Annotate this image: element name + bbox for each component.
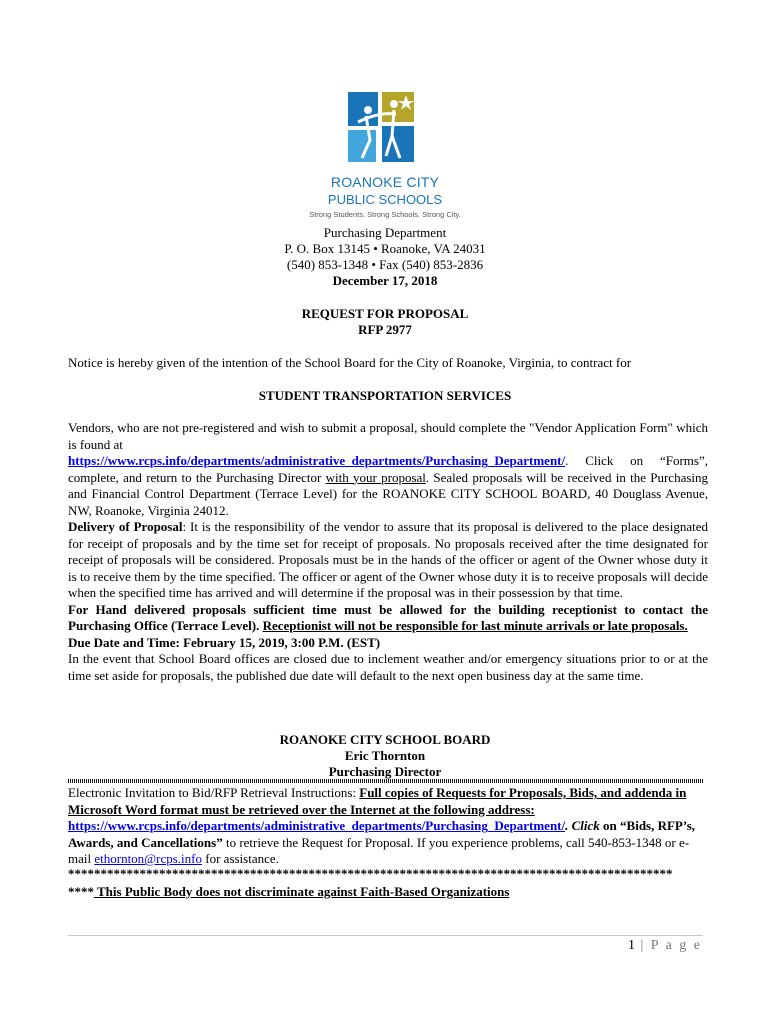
due-date: Due Date and Time: February 15, 2019, 3:00 P.M. (EST)	[68, 634, 381, 650]
on-text: on	[599, 818, 621, 833]
asterisk-divider: *********************************************************************************************	[68, 866, 673, 881]
logo-name-line2: PUBLIC SCHOOLS	[327, 192, 443, 207]
school-logo	[290, 92, 480, 222]
faith-text: This Public Body does not discriminate against Faith-Based Organizations	[94, 884, 510, 899]
logo-tagline: Strong Students. Strong Schools. Strong City.	[309, 210, 461, 219]
with-your-proposal-text: with your proposal	[325, 469, 426, 485]
click-text: . Click	[565, 818, 600, 833]
electronic-intro: Electronic Invitation to Bid/RFP Retrieval Instructions:	[68, 785, 360, 800]
bids-section-name: “Bids, RFP’s, Awards, and Cancellations”	[68, 818, 696, 850]
phone-line: (540) 853-1348 • Fax (540) 853-2836	[286, 257, 484, 272]
page-word: P a g e	[650, 938, 702, 953]
logo-figures-icon	[348, 92, 422, 164]
delivery-label: Delivery of Proposal	[68, 519, 183, 534]
dotted-divider	[68, 779, 703, 783]
logo-name-line1: ROANOKE CITY	[330, 174, 440, 190]
retrieval-link[interactable]: https://www.rcps.info/departments/administrative_departments/Purchasing_Department/	[68, 818, 566, 833]
delivery-text: : It is the responsibility of the vendor to assure that its proposal is delivered to the place designated for receipt of proposals and by the time set for receipt of proposals. No proposals received after the time designated for receipt of proposals will be considered. Proposals must be in the hands of the officer or agent of the Owner whose duty it is to receive them by the time specified. The officer or agent of the Owner whose duty it is to receive proposals will decide when the specified time has arrived and will determine if the proposal was in their possession by that time.	[68, 519, 708, 600]
full-copies-notice: Full copies of Requests for Proposals, Bids, and addenda in Microsoft Word format must be retrieved over the Internet at the following address:	[68, 785, 687, 817]
footer-rule	[68, 935, 703, 936]
vendor-application-link[interactable]: https://www.rcps.info/departments/administrative_departments/Purchasing_Department/	[68, 453, 566, 468]
assist-text: for assistance.	[202, 851, 279, 866]
retrieve-text: to retrieve the Request for Proposal. If you experience problems, call 540-853-1348 or e-mail	[68, 834, 690, 866]
page-footer	[628, 938, 702, 954]
electronic-instructions	[68, 785, 708, 868]
service-title: STUDENT TRANSPORTATION SERVICES	[258, 388, 512, 403]
department-line: Purchasing Department	[323, 225, 447, 240]
email-link[interactable]: ethornton@rcps.info	[94, 851, 203, 866]
weather-notice: In the event that School Board offices are closed due to inclement weather and/or emergency situations prior to or at the time set aside for proposals, the published due date will default to the next open business day at the same time.	[68, 651, 708, 683]
address-line: P. O. Box 13145 • Roanoke, VA 24031	[284, 241, 486, 256]
receptionist-warning: Receptionist will not be responsible for last minute arrivals or late proposals.	[262, 618, 688, 633]
page-separator: |	[634, 938, 651, 953]
vendor-text-2: . Click on “Forms”, complete, and return to the Purchasing Director	[68, 453, 708, 485]
board-name: ROANOKE CITY SCHOOL BOARD	[279, 732, 491, 747]
page-number: 1	[627, 938, 635, 953]
faith-notice	[68, 884, 708, 901]
director-name: Eric Thornton	[344, 748, 426, 763]
director-title: Purchasing Director	[328, 764, 442, 779]
faith-prefix: ****	[68, 884, 94, 899]
vendor-text-3: . Sealed proposals will be received in the Purchasing and Financial Control Department (Terrace Level) for the ROANOKE CITY SCHOOL BOARD, 40 Douglass Avenue, NW, Roanoke, Virginia 24012.	[68, 469, 709, 518]
hand-delivery-text: For Hand delivered proposals sufficient time must be allowed for the building receptionist to contact the Purchasing Office (Terrace Level).	[68, 601, 708, 633]
date-line: December 17, 2018	[332, 273, 438, 288]
vendor-text-1: Vendors, who are not pre-registered and wish to submit a proposal, should complete the "Vendor Application Form" which is found at	[68, 420, 708, 452]
rfp-number: RFP 2977	[358, 322, 412, 337]
vendor-section	[68, 420, 708, 684]
notice-paragraph: Notice is hereby given of the intention of the School Board for the City of Roanoke, Virginia, to contract for	[68, 355, 632, 370]
rfp-title: REQUEST FOR PROPOSAL	[301, 306, 469, 321]
